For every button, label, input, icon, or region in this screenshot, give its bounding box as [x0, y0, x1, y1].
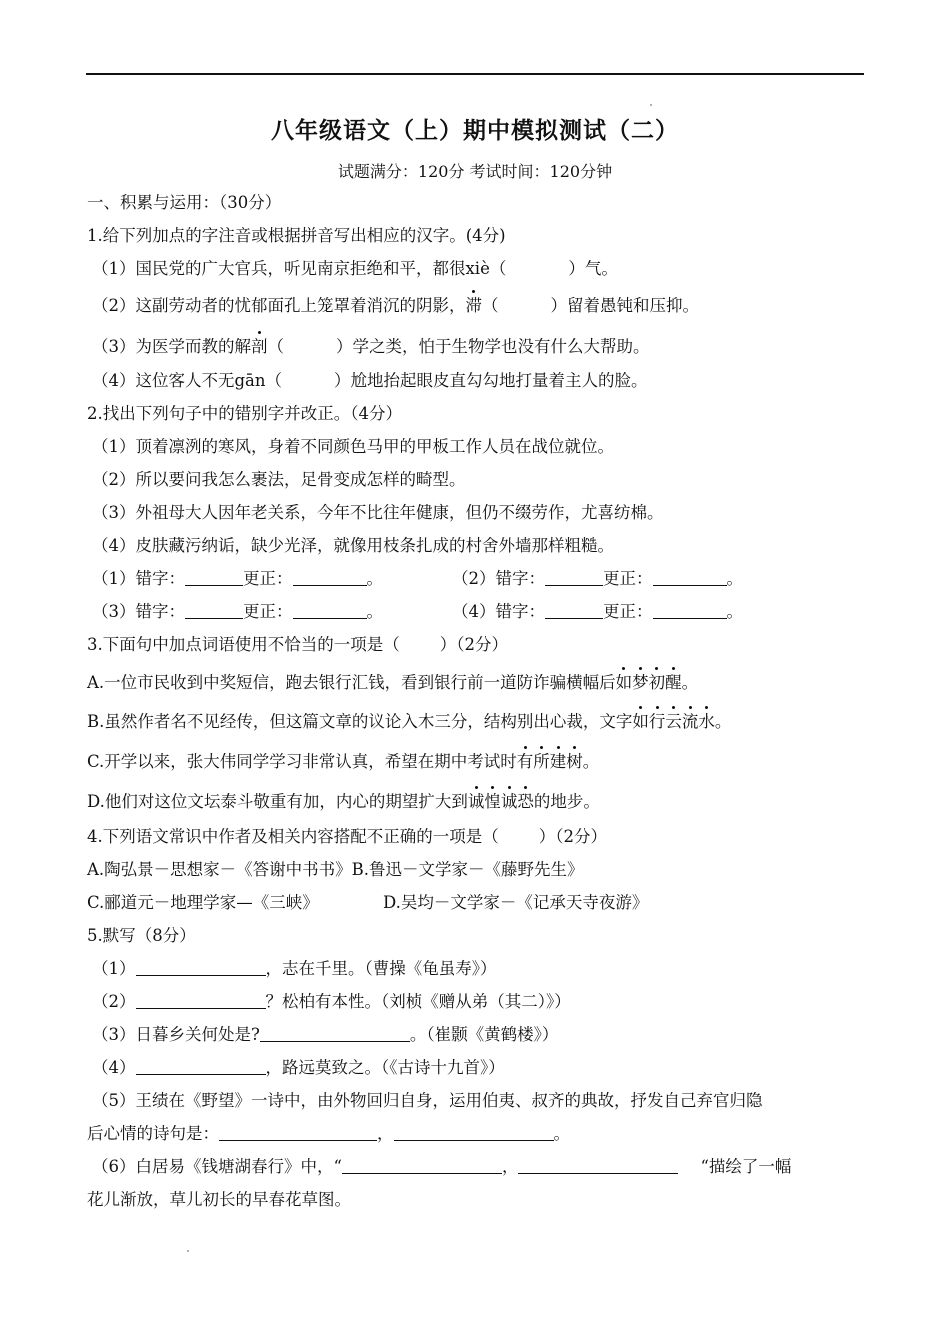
recite-line-3 — [92, 1024, 872, 1046]
question-1-item-3 — [92, 336, 872, 358]
dotted-char: 恐 — [517, 792, 534, 811]
recite-blank[interactable] — [342, 1157, 502, 1174]
question-4-options-cd — [87, 892, 867, 914]
line-text: ？松柏有本性。（刘桢《赠从弟（其二）》） — [265, 992, 571, 1011]
question-3-option-d — [87, 791, 867, 813]
option-text: 。 — [582, 752, 600, 771]
line-text: “描绘了一幅 — [700, 1157, 792, 1176]
line-text: （3）日暮乡关何处是? — [92, 1025, 260, 1044]
recite-blank[interactable] — [394, 1124, 554, 1141]
dotted-char: 滞 — [465, 296, 482, 315]
separator: ， — [377, 1124, 394, 1143]
fix-label: 更正： — [243, 602, 293, 621]
period: 。 — [726, 569, 743, 588]
option-text: C.开学以来，张大伟同学学习非常认真，希望在期中考试时 — [87, 752, 517, 771]
dotted-char: 云 — [665, 712, 682, 731]
dotted-char: 如 — [615, 673, 633, 692]
dotted-char: 流 — [681, 712, 699, 731]
section-heading: 一、积累与运用：（30分） — [87, 193, 282, 212]
stem-text: ）（2分） — [538, 827, 607, 846]
dotted-phrase — [616, 673, 682, 692]
option-d: D.吴均－文学家－《记承天寺夜游》 — [383, 893, 649, 912]
stem-text: 4.下列语文常识中作者及相关内容搭配不正确的一项是（ — [87, 827, 499, 846]
dotted-char: 惶 — [484, 792, 501, 811]
recite-blank[interactable] — [136, 959, 266, 976]
question-1-item-1 — [92, 258, 872, 280]
exam-info: 试题满分：120分 考试时间：120分钟 — [337, 162, 613, 181]
line-text: ，志在千里。（曹操《龟虽寿》） — [265, 959, 497, 978]
question-2-sentence-1: （1）顶着凛洌的寒风，身着不同颜色马甲的甲板工作人员在战位就位。 — [92, 437, 614, 456]
stem-text: 3.下面句中加点词语使用不恰当的一项是（ — [87, 635, 400, 654]
dotted-char: 诚 — [500, 792, 518, 811]
recite-blank[interactable] — [260, 1025, 410, 1042]
fix-label: 更正： — [603, 602, 653, 621]
item-text: （1）国民党的广大官兵，听见南京拒绝和平，都很xiè（ — [92, 259, 507, 278]
line-text: 。（崔颢《黄鹤楼》） — [409, 1025, 559, 1044]
question-4-options-ab: A.陶弘景－思想家－《答谢中书书》B.鲁迅－文学家－《藤野先生》 — [87, 860, 584, 879]
correction-blank[interactable] — [293, 602, 367, 619]
item-text: ）留着愚钝和压抑。 — [550, 296, 699, 315]
line-label: （2） — [92, 992, 136, 1011]
wrong-char-blank[interactable] — [545, 602, 603, 619]
option-text: 。 — [714, 712, 732, 731]
speck — [650, 104, 652, 106]
recite-blank[interactable] — [219, 1124, 377, 1141]
dotted-phrase — [468, 792, 534, 811]
answer-label: （4）错字： — [452, 602, 545, 621]
recite-line-6-part-2: 花儿渐放，草儿初长的早春花草图。 — [87, 1190, 351, 1209]
period: 。 — [726, 602, 743, 621]
answer-col-2 — [452, 601, 743, 623]
dotted-char: 梦 — [632, 673, 649, 692]
dotted-phrase — [632, 712, 715, 731]
period: 。 — [366, 602, 383, 621]
top-rule — [86, 73, 864, 75]
line-label: （1） — [92, 959, 136, 978]
period: 。 — [553, 1124, 570, 1143]
answer-label: （3）错字： — [92, 602, 185, 621]
item-text: （2）这副劳动者的忧郁面孔上笼罩着消沉的阴影， — [92, 296, 466, 315]
line-text: 后心情的诗句是： — [87, 1124, 219, 1143]
recite-blank[interactable] — [518, 1157, 678, 1174]
line-label: （4） — [92, 1058, 136, 1077]
period: 。 — [366, 569, 383, 588]
stem-text: ）（2分） — [439, 635, 508, 654]
separator: ， — [501, 1157, 519, 1176]
dotted-char: 行 — [648, 712, 666, 731]
recite-blank[interactable] — [136, 1058, 266, 1075]
recite-line-2 — [92, 991, 872, 1013]
question-1-item-2 — [92, 295, 872, 317]
question-5-stem: 5.默写（8分） — [87, 926, 196, 945]
recite-line-6-part-1 — [92, 1156, 872, 1178]
dotted-char: 剖 — [251, 337, 268, 356]
dotted-char: 有 — [516, 752, 534, 771]
dotted-char: 初 — [648, 673, 666, 692]
option-text: 。 — [681, 673, 699, 692]
dotted-char: 建 — [549, 752, 567, 771]
question-2-answer-row-1 — [92, 568, 872, 590]
question-4-stem — [87, 826, 867, 848]
recite-line-5-part-2 — [87, 1123, 867, 1145]
answer-label: （2）错字： — [452, 569, 545, 588]
wrong-char-blank[interactable] — [545, 569, 603, 586]
question-1-item-4 — [92, 370, 872, 392]
item-text: （3）为医学而教的解 — [92, 337, 251, 356]
dotted-char: 所 — [533, 752, 550, 771]
answer-col-2 — [452, 568, 743, 590]
dotted-char: 树 — [566, 752, 583, 771]
recite-line-1 — [92, 958, 872, 980]
wrong-char-blank[interactable] — [185, 602, 243, 619]
recite-blank[interactable] — [136, 992, 266, 1009]
question-2-sentence-3: （3）外祖母大人因年老关系，今年不比往年健康，但仍不缀劳作，尤喜纺棉。 — [92, 503, 664, 522]
speck — [187, 1250, 189, 1252]
question-2-stem: 2.找出下列句子中的错别字并改正。（4分） — [87, 404, 402, 423]
dotted-char: 如 — [632, 712, 649, 731]
question-2-sentence-2: （2）所以要问我怎么裹法，足骨变成怎样的畸型。 — [92, 470, 466, 489]
option-text: A.一位市民收到中奖短信，跑去银行汇钱，看到银行前一道防诈骗横幅后 — [87, 673, 616, 692]
question-2-sentence-4: （4）皮肤藏污纳诟，缺少光泽，就像用枝条扎成的村舍外墙那样粗糙。 — [92, 536, 614, 555]
question-1-stem: 1.给下列加点的字注音或根据拼音写出相应的汉字。(4分) — [87, 226, 506, 245]
item-text: ）气。 — [568, 259, 618, 278]
question-3-option-a — [87, 672, 867, 694]
dotted-char: 醒 — [665, 673, 682, 692]
item-text: （ — [267, 337, 284, 356]
answer-label: （1）错字： — [92, 569, 185, 588]
question-3-option-b — [87, 711, 867, 733]
option-text: B.虽然作者名不见经传，但这篇文章的议论入木三分，结构别出心裁，文字 — [87, 712, 633, 731]
wrong-char-blank[interactable] — [185, 569, 243, 586]
dotted-char: 诚 — [467, 792, 485, 811]
correction-blank[interactable] — [293, 569, 367, 586]
dotted-phrase — [517, 752, 583, 771]
option-text: D.他们对这位文坛泰斗敬重有加，内心的期望扩大到 — [87, 792, 468, 811]
fix-label: 更正： — [603, 569, 653, 588]
item-text: ）学之类，怕于生物学也没有什么大帮助。 — [336, 337, 650, 356]
option-c: C.郦道元－地理学家—《三峡》 — [87, 893, 319, 912]
option-text: 的地步。 — [533, 792, 600, 811]
recite-line-4 — [92, 1057, 872, 1079]
fix-label: 更正： — [243, 569, 293, 588]
correction-blank[interactable] — [653, 569, 727, 586]
question-3-option-c — [87, 751, 867, 773]
item-text: （ — [482, 296, 499, 315]
question-2-answer-row-2 — [92, 601, 872, 623]
page-title: 八年级语文（上）期中模拟测试（二） — [271, 118, 679, 144]
recite-line-5-part-1: （5）王绩在《野望》一诗中，由外物回归自身，运用伯夷、叔齐的典故，抒发自己弃官归隐 — [92, 1091, 763, 1110]
line-text: ，路远莫致之。（《古诗十九首》） — [265, 1058, 505, 1077]
line-text: （6）白居易《钱塘湖春行》中，“ — [92, 1157, 342, 1176]
question-3-stem — [87, 634, 867, 656]
item-text: ）尬地抬起眼皮直勾勾地打量着主人的脸。 — [334, 371, 648, 390]
item-text: （4）这位客人不无gān（ — [92, 371, 283, 390]
correction-blank[interactable] — [653, 602, 727, 619]
dotted-char: 水 — [698, 712, 715, 731]
